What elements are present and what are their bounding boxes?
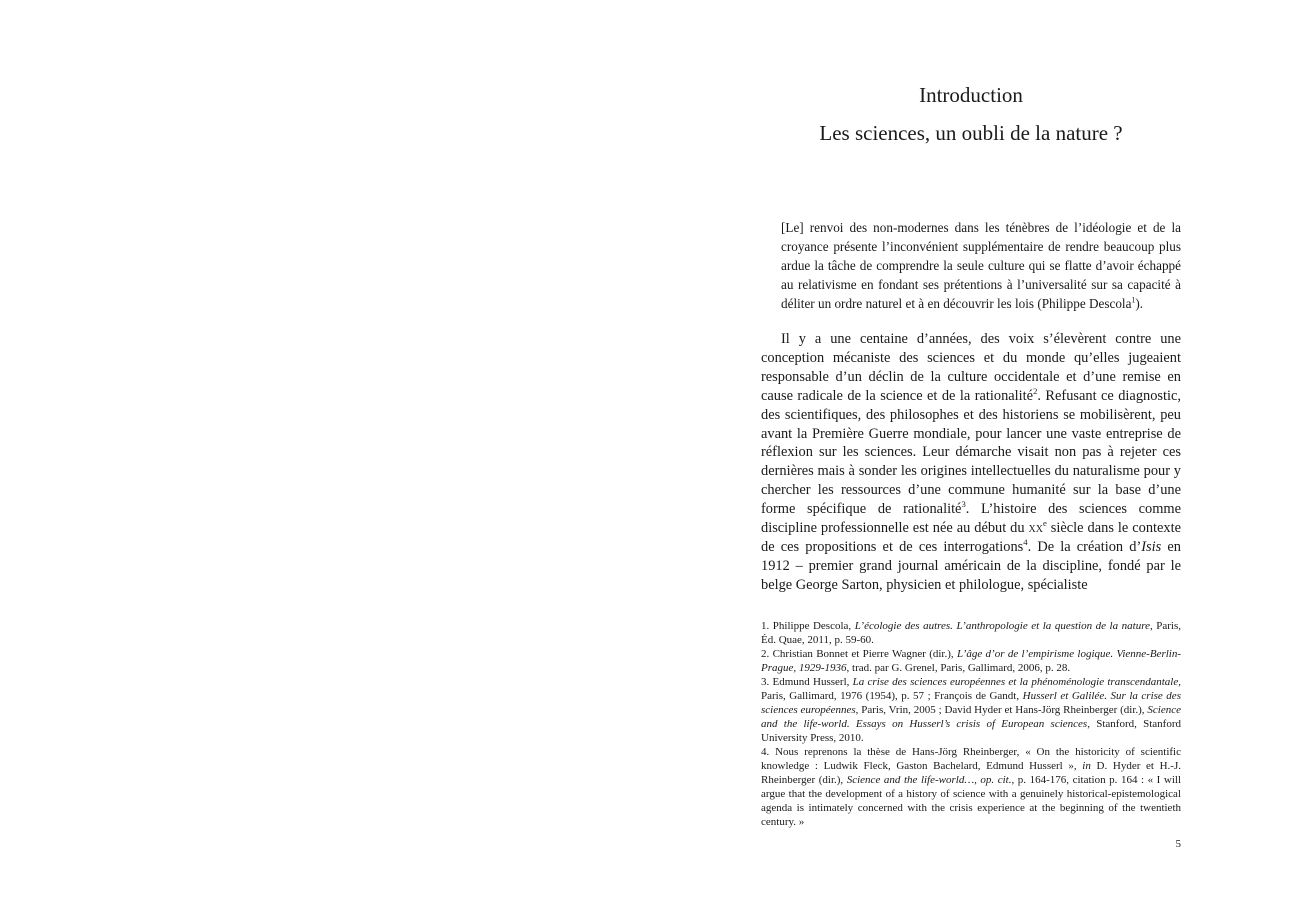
footnote-text: Christian Bonnet et Pierre Wagner (dir.), xyxy=(769,648,957,660)
epigraph xyxy=(781,218,1181,313)
footnote-ref-1[interactable]: 1 xyxy=(1131,295,1136,305)
body-segment-5: . De la création d’ xyxy=(1027,538,1142,555)
journal-title: Isis xyxy=(1141,538,1162,555)
footnote-2 xyxy=(761,647,1181,675)
footnote-3 xyxy=(761,675,1181,745)
footnotes-list xyxy=(761,619,1181,829)
footnote-italic: in xyxy=(1082,760,1091,772)
footnote-italic: Science and the life-world…, op. cit. xyxy=(846,774,1012,786)
century-numeral: xx xyxy=(1028,520,1043,537)
footnote-text: , Paris, Vrin, 2005 ; David Hyder et Hans-Jörg Rheinberger (dir.), xyxy=(855,704,1148,716)
page-number: 5 xyxy=(1175,838,1181,850)
footnote-1 xyxy=(761,619,1181,647)
footnote-text: , p. 164-176, citation p. 164 : « I will argue that the development of a history of science with a genuinely historical-epistemological agenda is intimately concerned with the crisis experience at the beginning of the twentieth century. » xyxy=(761,774,1182,828)
footnote-number: 2. xyxy=(761,648,770,660)
footnote-italic: Husserl et Galilée. Sur la crise des sciences européennes xyxy=(761,690,1181,716)
footnote-text: Philippe Descola, xyxy=(769,620,855,632)
footnote-ref-2[interactable]: 2 xyxy=(1033,385,1038,396)
footnote-italic: La crise des sciences européennes et la phénoménologie transcendantale xyxy=(852,676,1179,688)
body-segment-4: siècle dans le contexte de ces propositions et de ces interrogations xyxy=(761,520,1181,555)
footnote-italic: L’âge d’or de l’empirisme logique. Vienne-Berlin-Prague, 1929-1936 xyxy=(761,648,1182,674)
body-segment-2: . Refusant ce diagnostic, des scientifiques, des philosophes et des historiens se mobilisèrent, peu avant la Première Guerre mondiale, pour lancer une vaste entreprise de réflexion sur les sciences. Leur démarche visait non pas à rejeter ces dernières mais à sonder les origines intellectuelles du naturalisme pour y chercher les ressources d’une commune humanité sur la base d’une forme spécifique de rationalité xyxy=(761,387,1181,518)
footnote-text: , trad. par G. Grenel, Paris, Gallimard, 2006, p. 28. xyxy=(846,662,1071,674)
chapter-label: Introduction xyxy=(919,83,1023,107)
century-superscript: e xyxy=(1043,518,1047,529)
footnote-text: Nous reprenons la thèse de Hans-Jörg Rheinberger, « On the historicity of scientific knowledge : Ludwik Fleck, Gaston Bachelard, Edmund Husserl », xyxy=(761,746,1181,772)
body-paragraph xyxy=(761,330,1181,595)
footnote-4 xyxy=(761,745,1181,829)
footnote-text: , Paris, Éd. Quae, 2011, p. 59-60. xyxy=(761,620,1182,646)
footnote-text: Edmund Husserl, xyxy=(769,676,853,688)
footnote-ref-3[interactable]: 3 xyxy=(961,499,966,510)
footnote-ref-4[interactable]: 4 xyxy=(1023,537,1028,548)
body-segment-3: . L’histoire des sciences comme discipline professionnelle est née au début du xyxy=(761,501,1181,537)
epigraph-text: [Le] renvoi des non-modernes dans les ténèbres de l’idéologie et de la croyance présente l’inconvénient supplémentaire de rendre beaucoup plus ardue la tâche de comprendre la seule culture qui se flatte d’avoir échappé au relativisme en fondant ses prétentions à l’universalité sur sa capacité à déliter un ordre naturel et à en découvrir les lois (Philippe Descola xyxy=(781,220,1181,311)
footnote-number: 1. xyxy=(761,620,770,632)
footnote-number: 4. xyxy=(761,746,770,758)
epigraph-end: ). xyxy=(1135,296,1144,311)
footnote-text: , Paris, Gallimard, 1976 (1954), p. 57 ; François de Gandt, xyxy=(761,676,1181,702)
body-segment-1: Il y a une centaine d’années, des voix s’élevèrent contre une conception mécaniste des sciences et du monde qu’elles jugeaient responsable d’un déclin de la culture occidentale et d’une remise en cause radicale de la science et de la rationalité xyxy=(761,331,1181,404)
footnote-italic: L’écologie des autres. L’anthropologie et la question de la nature xyxy=(854,620,1150,632)
body-segment-6: en 1912 – premier grand journal américain de la discipline, fondé par le belge George Sarton, physicien et philologue, spécialiste xyxy=(761,538,1181,593)
footnote-italic: Science and the life-world. Essays on Husserl’s crisis of European sciences xyxy=(761,704,1181,730)
footnote-number: 3. xyxy=(761,676,770,688)
footnote-text: D. Hyder et H.-J. Rheinberger (dir.), xyxy=(761,760,1182,786)
chapter-title: Les sciences, un oubli de la nature ? xyxy=(819,121,1123,145)
footnote-text: , Stanford, Stanford University Press, 2010. xyxy=(761,718,1182,744)
